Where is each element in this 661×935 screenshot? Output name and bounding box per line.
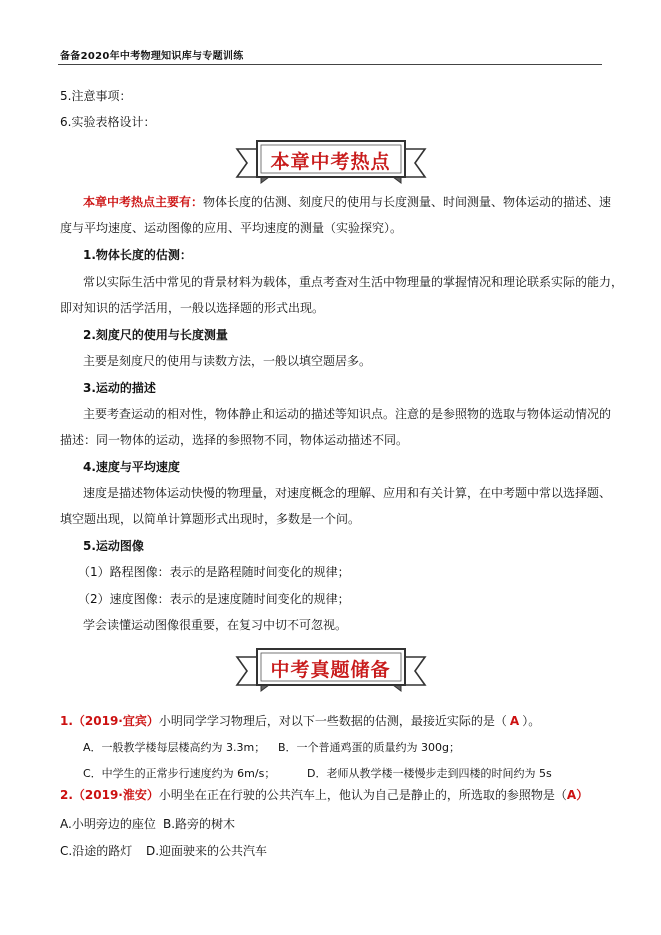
question-2-stem (60, 786, 588, 803)
section-3-heading: 3.运动的描述 (83, 381, 156, 395)
question-2-option-a: A.小明旁边的座位 (60, 817, 156, 831)
question-2-text: 小明坐在正在行驶的公共汽车上，他认为自己是静止的，所选取的参照物是（ (158, 788, 567, 802)
header-divider (58, 64, 602, 65)
question-1-answer: A (509, 714, 520, 728)
banner-chapter-hotspots (0, 137, 661, 185)
section-5-heading: 5.运动图像 (83, 539, 144, 553)
question-1-stem (60, 712, 540, 729)
section-1-heading: 1.物体长度的估测： (83, 248, 192, 262)
intro-lead: 本章中考热点主要有： (83, 195, 204, 209)
section-5-line-2: （2）速度图像：表示的是速度随时间变化的规律； (78, 592, 350, 606)
question-2-answer: A (566, 788, 577, 802)
page-header: 备备2020年中考物理知识库与专题训练 (60, 51, 244, 62)
item-6-table-design: 6.实验表格设计： (60, 115, 156, 129)
question-1-option-c: C．中学生的正常步行速度约为 6m/s； (83, 767, 276, 780)
question-1-text-end: ）。 (522, 714, 541, 728)
section-3-line-1: 主要考查运动的相对性，物体静止和运动的描述等知识点。注意的是参照物的选取与物体运动情况的 (83, 407, 612, 421)
question-1-tag: 1.（2019·宜宾） (60, 714, 159, 728)
item-5-notes: 5.注意事项： (60, 89, 132, 103)
intro-line-2: 度与平均速度、运动图像的应用、平均速度的测量（实验探究）。 (60, 221, 403, 235)
question-1-text: 小明同学学习物理后，对以下一些数据的估测，最接近实际的是（ (158, 714, 507, 728)
question-2-option-c: C.沿途的路灯 (60, 844, 133, 858)
banner-title-hotspots: 本章中考热点 (270, 151, 391, 173)
section-4-line-1: 速度是描述物体运动快慢的物理量，对速度概念的理解、应用和有关计算，在中考题中常以选择题、 (83, 486, 612, 500)
section-5-line-3: 学会读懂运动图像很重要，在复习中切不可忽视。 (83, 618, 348, 632)
question-1-option-b: B．一个普通鸡蛋的质量约为 300g； (278, 741, 461, 754)
banner-exam-questions (0, 645, 661, 693)
intro-line-1: 物体长度的估测、刻度尺的使用与长度测量、时间测量、物体运动的描述、速 (203, 195, 612, 209)
section-2-heading: 2.刻度尺的使用与长度测量 (83, 328, 228, 342)
section-5-line-1: （1）路程图像：表示的是路程随时间变化的规律； (78, 565, 350, 579)
section-1-line-2: 即对知识的活学活用，一般以选择题的形式出现。 (60, 301, 325, 315)
section-2-line-1: 主要是刻度尺的使用与读数方法，一般以填空题居多。 (83, 354, 372, 368)
section-4-line-2: 填空题出现，以简单计算题形式出现时，多数是一个问。 (60, 512, 361, 526)
question-1-option-d: D．老师从教学楼一楼慢步走到四楼的时间约为 5s (307, 767, 552, 780)
question-2-text-end: ） (576, 788, 589, 802)
question-2-option-d: D.迎面驶来的公共汽车 (146, 844, 268, 858)
section-3-line-2: 描述：同一物体的运动，选择的参照物不同，物体运动描述不同。 (60, 433, 409, 447)
banner-title-exam: 中考真题储备 (270, 659, 391, 681)
section-1-line-1: 常以实际生活中常见的背景材料为载体，重点考查对生活中物理量的掌握情况和理论联系实际的能力， (83, 275, 624, 289)
section-4-heading: 4.速度与平均速度 (83, 460, 180, 474)
question-2-option-b: B.路旁的树木 (163, 817, 236, 831)
question-1-option-a: A．一般教学楼每层楼高约为 3.3m； (83, 741, 266, 754)
question-2-tag: 2.（2019·淮安） (60, 788, 159, 802)
